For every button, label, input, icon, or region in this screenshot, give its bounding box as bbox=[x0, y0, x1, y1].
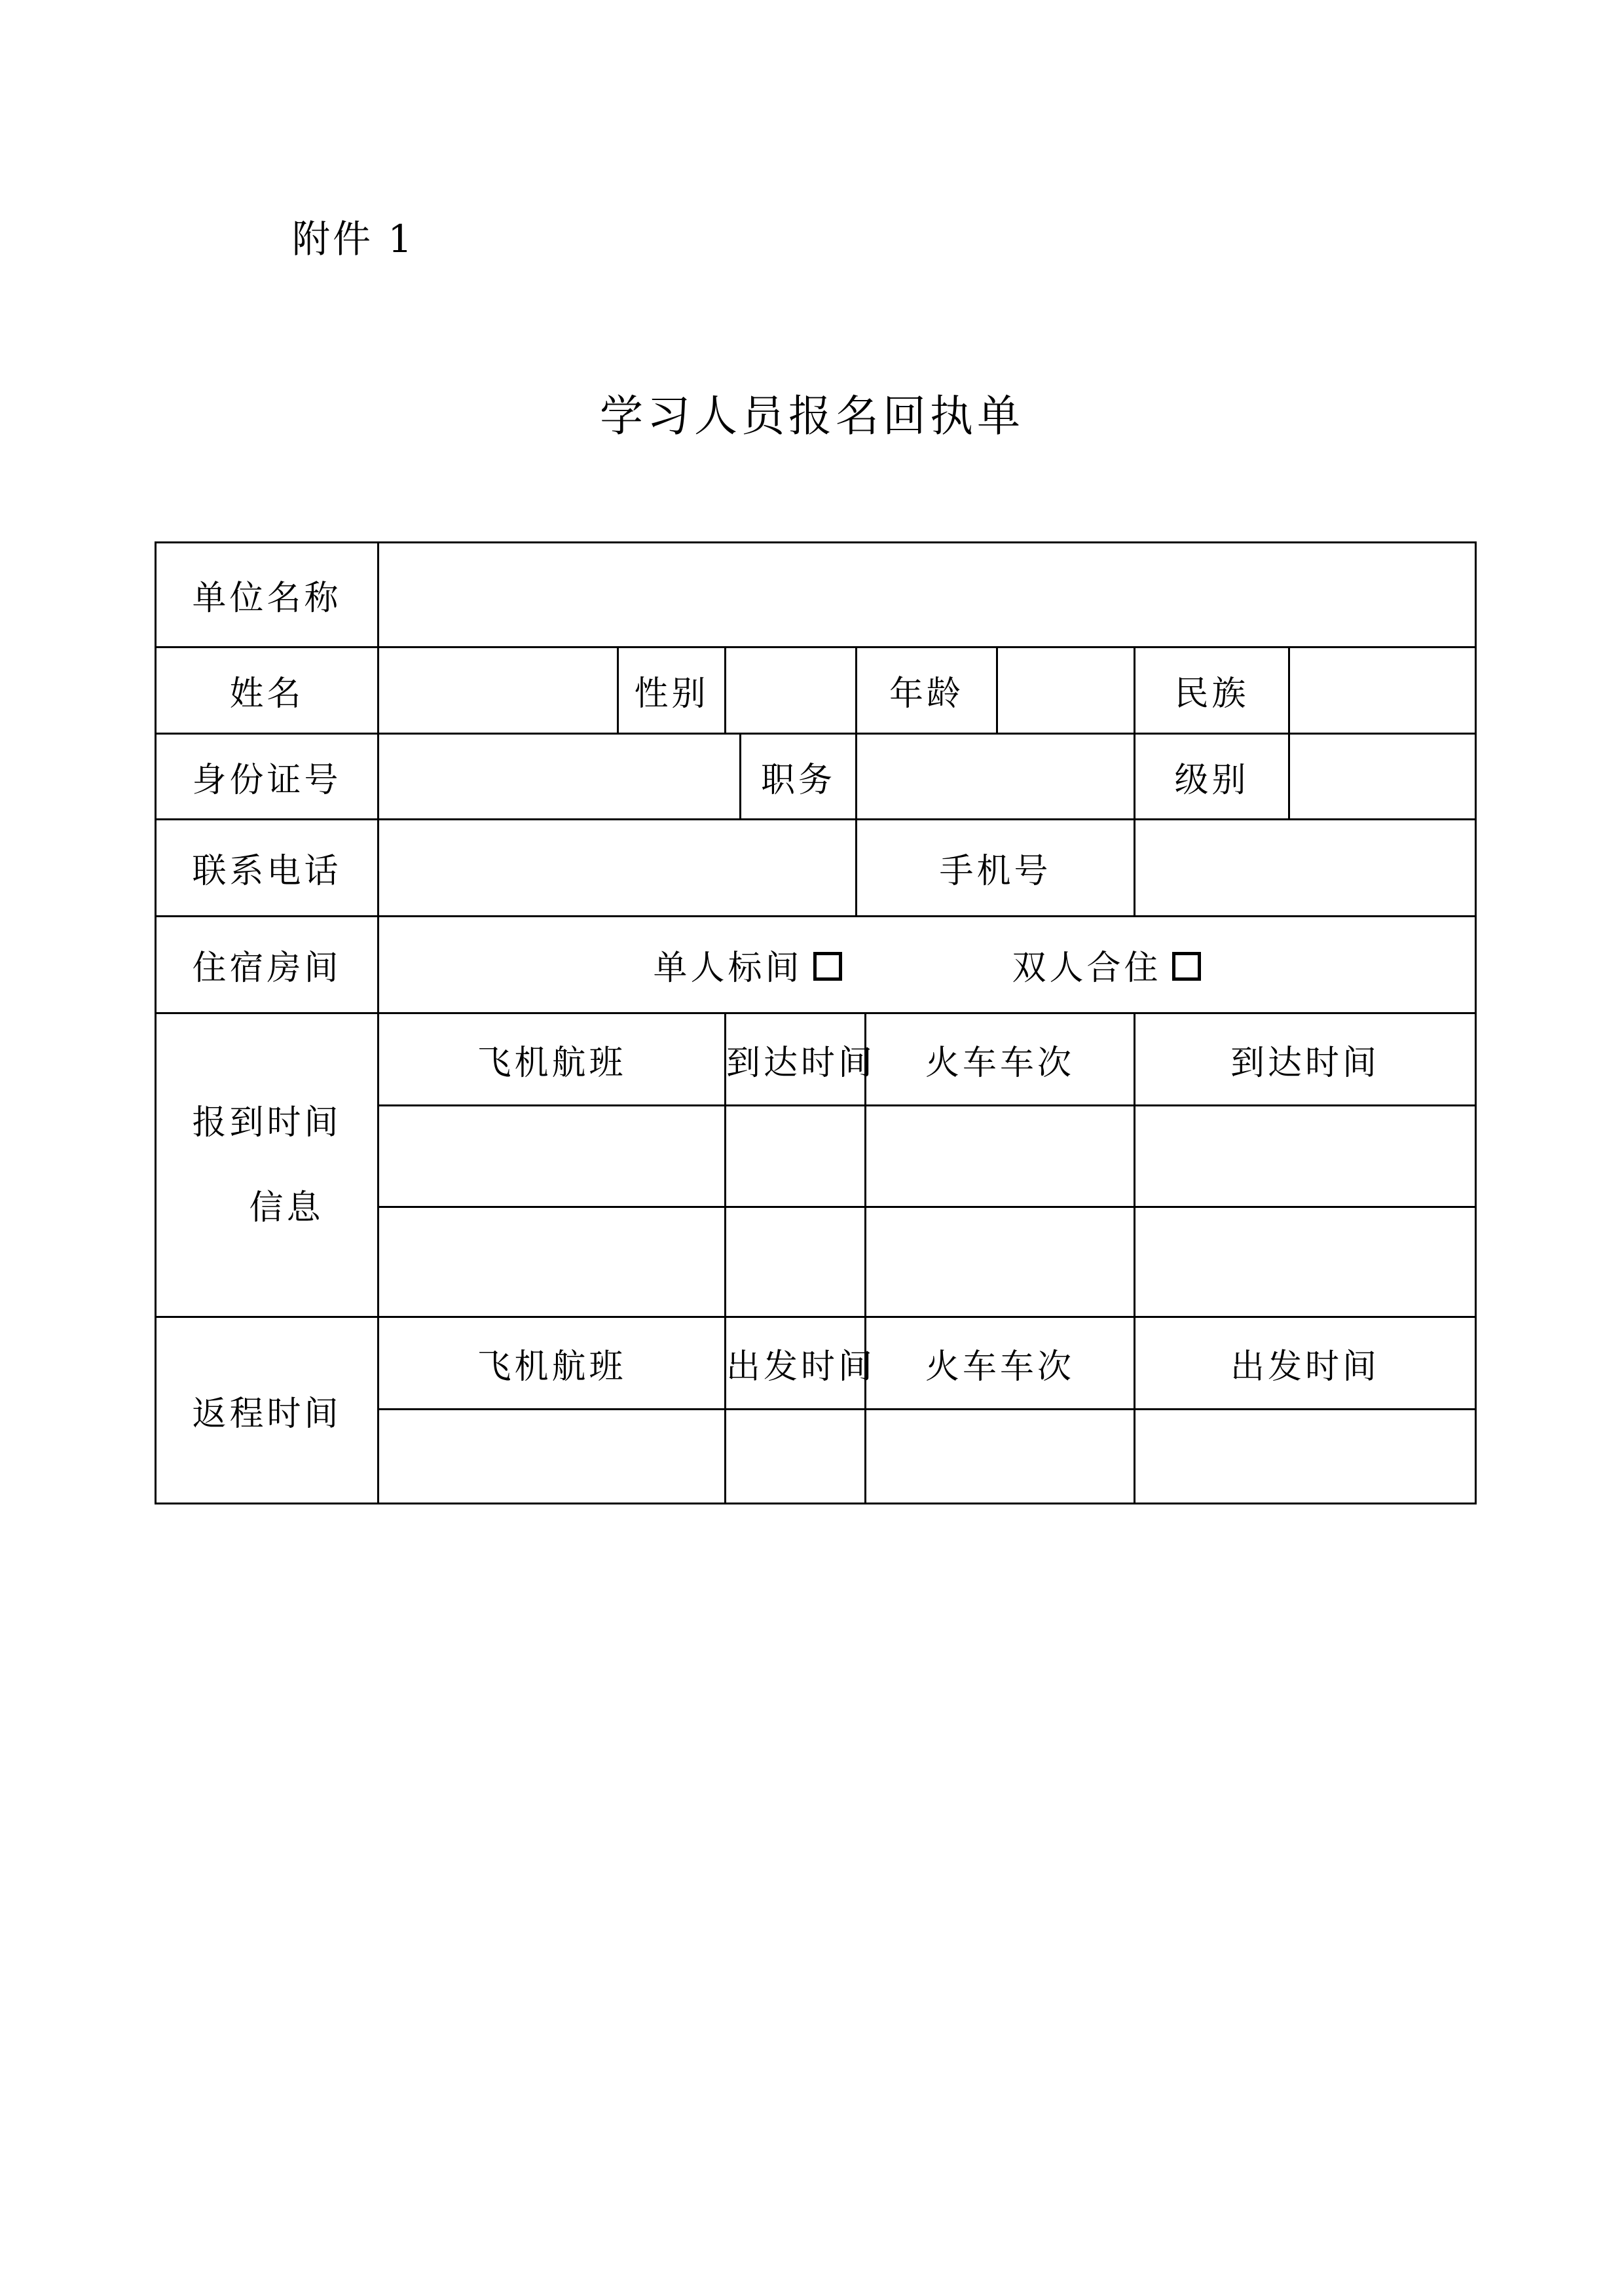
age-field[interactable] bbox=[997, 647, 1135, 734]
single-room-checkbox[interactable] bbox=[813, 952, 842, 981]
attachment-label: 附件 1 bbox=[292, 217, 415, 261]
arrival-train-time-field[interactable] bbox=[1135, 1207, 1476, 1317]
mobile-field[interactable] bbox=[1135, 820, 1476, 917]
arrival-header-row bbox=[156, 1013, 1476, 1106]
return-train-time-field[interactable] bbox=[1135, 1410, 1476, 1504]
phone-field[interactable] bbox=[378, 820, 857, 917]
unit-name-field[interactable] bbox=[378, 543, 1476, 647]
return-label: 返程时间 bbox=[156, 1317, 378, 1504]
personal-info-row bbox=[156, 647, 1476, 734]
arrival-flight-time-header: 到达时间 bbox=[726, 1013, 866, 1106]
shared-room-option[interactable] bbox=[1012, 940, 1201, 989]
unit-name-row bbox=[156, 543, 1476, 647]
arrival-flight-field[interactable] bbox=[378, 1207, 726, 1317]
age-label: 年龄 bbox=[857, 647, 997, 734]
id-number-label: 身份证号 bbox=[156, 734, 378, 820]
name-field[interactable] bbox=[378, 647, 618, 734]
room-label: 住宿房间 bbox=[156, 917, 378, 1013]
ethnicity-label: 民族 bbox=[1135, 647, 1289, 734]
arrival-label-line1: 报到时间 bbox=[192, 1102, 342, 1142]
arrival-train-time-header: 到达时间 bbox=[1135, 1013, 1476, 1106]
return-flight-time-field[interactable] bbox=[726, 1410, 866, 1504]
rank-label: 级别 bbox=[1135, 734, 1289, 820]
rank-field[interactable] bbox=[1289, 734, 1476, 820]
return-header-row bbox=[156, 1317, 1476, 1410]
arrival-flight-time-field[interactable] bbox=[726, 1207, 866, 1317]
arrival-flight-field[interactable] bbox=[378, 1106, 726, 1207]
page-title: 学习人员报名回执单 bbox=[600, 391, 1024, 441]
room-row bbox=[156, 917, 1476, 1013]
position-label: 职务 bbox=[741, 734, 857, 820]
return-flight-time-header: 出发时间 bbox=[726, 1317, 866, 1410]
arrival-train-field[interactable] bbox=[866, 1106, 1135, 1207]
arrival-train-header: 火车车次 bbox=[866, 1013, 1135, 1106]
phone-label: 联系电话 bbox=[156, 820, 378, 917]
name-label: 姓名 bbox=[156, 647, 378, 734]
return-train-header: 火车车次 bbox=[866, 1317, 1135, 1410]
return-flight-field[interactable] bbox=[378, 1410, 726, 1504]
single-room-label: 单人标间 bbox=[653, 949, 803, 988]
shared-room-checkbox[interactable] bbox=[1172, 952, 1201, 981]
registration-form-table bbox=[155, 541, 1477, 1504]
position-field[interactable] bbox=[857, 734, 1135, 820]
id-position-row bbox=[156, 734, 1476, 820]
arrival-label bbox=[156, 1013, 378, 1317]
arrival-train-time-field[interactable] bbox=[1135, 1106, 1476, 1207]
arrival-flight-time-field[interactable] bbox=[726, 1106, 866, 1207]
gender-label: 性别 bbox=[618, 647, 726, 734]
id-number-field[interactable] bbox=[378, 734, 741, 820]
arrival-label-line2: 信息 bbox=[249, 1188, 324, 1228]
room-options bbox=[378, 917, 1476, 1013]
arrival-train-field[interactable] bbox=[866, 1207, 1135, 1317]
ethnicity-field[interactable] bbox=[1289, 647, 1476, 734]
single-room-option[interactable] bbox=[654, 940, 842, 989]
gender-field[interactable] bbox=[726, 647, 857, 734]
return-train-time-header: 出发时间 bbox=[1135, 1317, 1476, 1410]
mobile-label: 手机号 bbox=[857, 820, 1135, 917]
unit-name-label: 单位名称 bbox=[156, 543, 378, 647]
arrival-flight-header: 飞机航班 bbox=[378, 1013, 726, 1106]
shared-room-label: 双人合住 bbox=[1012, 949, 1162, 988]
return-train-field[interactable] bbox=[866, 1410, 1135, 1504]
contact-row bbox=[156, 820, 1476, 917]
return-flight-header: 飞机航班 bbox=[378, 1317, 726, 1410]
